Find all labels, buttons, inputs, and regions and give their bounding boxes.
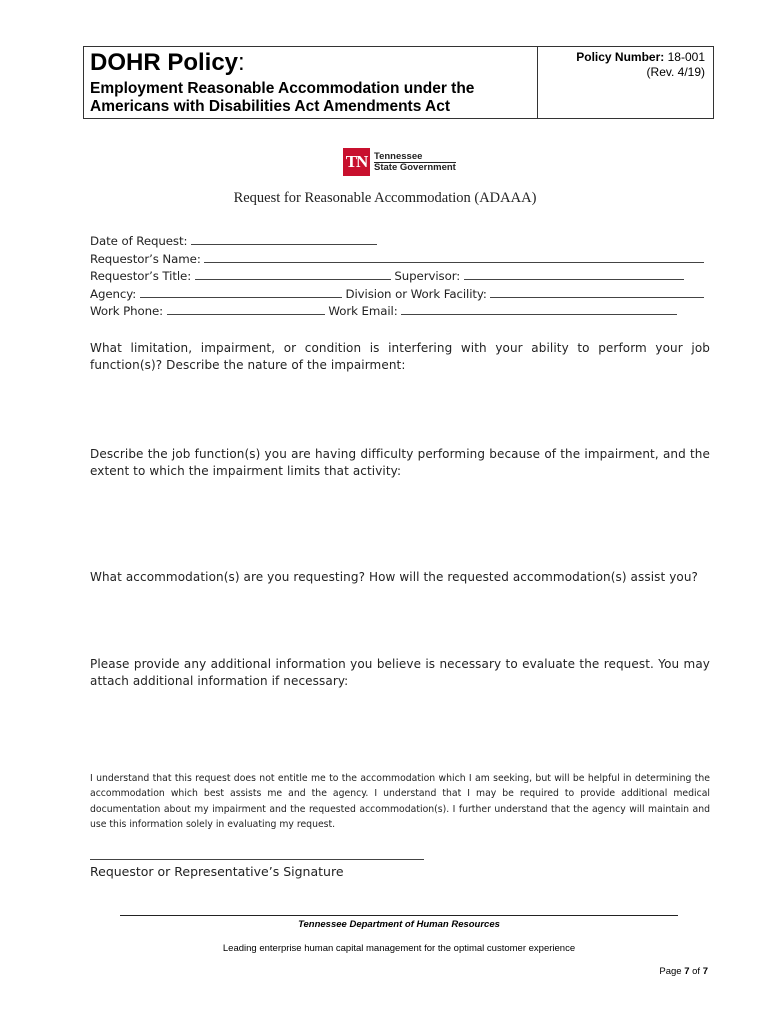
tn-logo-icon: TN [343,148,370,176]
footer-tagline: Leading enterprise human capital management for the optimal customer experience [222,943,576,954]
acknowledgement-text: I understand that this request does not entitle me to the accommodation which I am seeking, but will be helpful in determining the accommodation which best assists me and the agency. I understand that I may be required to provide additional medical documentation about my impairment and the requested accommodation(s). I further understand that the agency will maintain and use this information solely in evaluating my request. [90,773,710,830]
page-number [659,966,708,977]
policy-subtitle-line2: Americans with Disabilities Act Amendments Act [90,98,451,115]
policy-number-label: Policy Number: [576,50,665,64]
policy-title: DOHR Policy: [90,49,245,76]
footer-department: Tennessee Department of Human Resources [298,919,500,930]
work-email-label: Work Email: [328,304,398,318]
question-limitation: What limitation, impairment, or condition is interfering with your ability to perform your job function(s)? Describe the nature of the impairment: [90,341,710,372]
work-email-input[interactable] [401,303,677,315]
date-of-request-field [90,233,377,248]
work-phone-input[interactable] [167,303,325,315]
work-phone-label: Work Phone: [90,304,164,318]
question-additional-info: Please provide any additional information you believe is necessary to evaluate the request. You may attach additional information if necessary: [90,657,710,688]
logo-text [374,152,456,173]
logo-line2: State Government [374,161,456,173]
form-title: Request for Reasonable Accommodation (ADAAA) [233,190,537,206]
requestor-title-field [90,268,684,283]
requestor-name-input[interactable] [204,251,704,263]
date-of-request-label: Date of Request: [90,234,188,248]
work-phone-field [90,303,677,318]
requestor-title-label: Requestor’s Title: [90,269,192,283]
question-accommodation: What accommodation(s) are you requesting? How will the requested accommodation(s) assist you? [90,570,699,584]
signature-label: Requestor or Representative’s Signature [90,864,344,879]
policy-revision: (Rev. 4/19) [646,65,705,79]
policy-number-block [576,50,705,80]
agency-field [90,286,704,301]
requestor-name-label: Requestor’s Name: [90,252,201,266]
policy-subtitle-line1: Employment Reasonable Accommodation under the [90,80,475,97]
signature-line[interactable] [90,859,424,860]
agency-label: Agency: [90,287,137,301]
requestor-name-field [90,251,704,266]
policy-header-left [84,47,538,118]
policy-header-box [83,46,714,119]
date-of-request-input[interactable] [191,233,377,245]
division-label: Division or Work Facility: [345,287,487,301]
division-input[interactable] [490,286,704,298]
page-of-label: of [692,966,701,977]
policy-subtitle [90,80,474,116]
page-label: Page [659,966,682,977]
agency-input[interactable] [140,286,342,298]
supervisor-label: Supervisor: [394,269,461,283]
tennessee-logo [343,147,456,177]
footer-divider [120,915,678,916]
question-job-functions: Describe the job function(s) you are having difficulty performing because of the impairment, and the extent to which the impairment limits that activity: [90,447,710,478]
policy-number: 18-001 [667,50,705,64]
logo-line1: Tennessee [374,150,423,162]
page-total: 7 [702,966,708,977]
supervisor-input[interactable] [464,268,684,280]
page-current: 7 [684,966,690,977]
requestor-title-input[interactable] [195,268,391,280]
